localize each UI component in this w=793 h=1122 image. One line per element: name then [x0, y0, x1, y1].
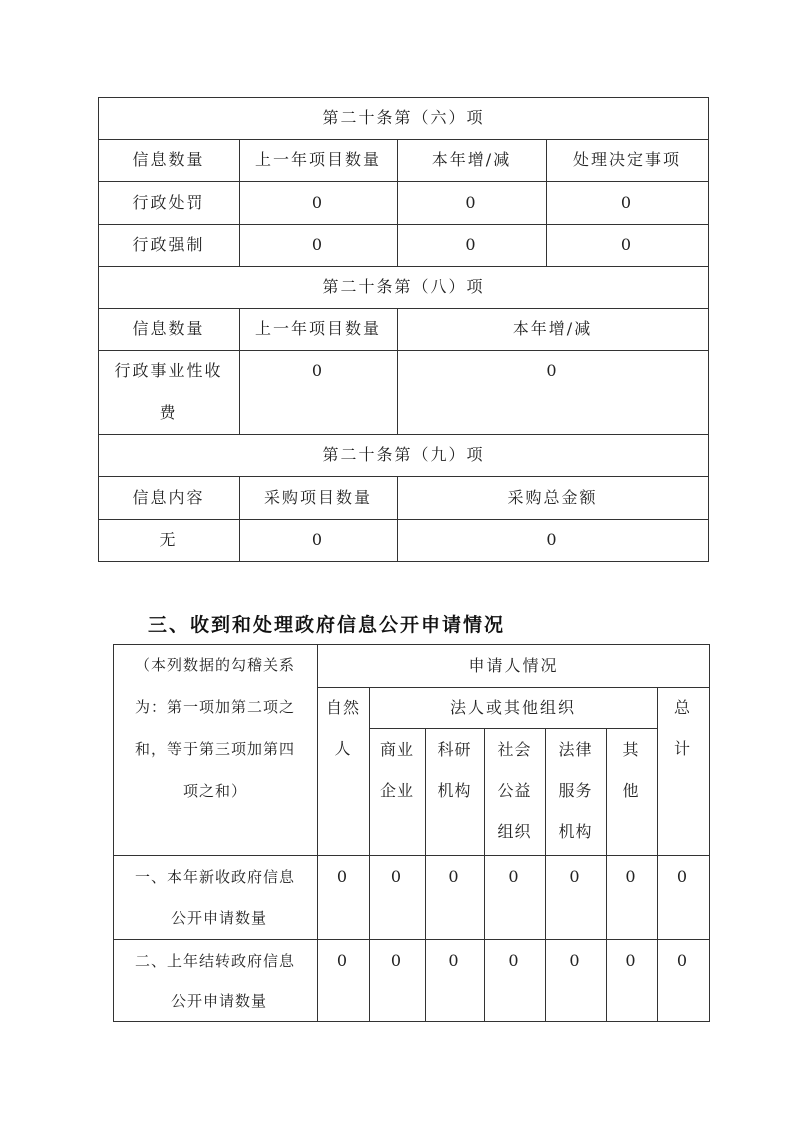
total-header-line1: 总 [673, 697, 692, 717]
column-header: 采购项目数量 [263, 487, 372, 507]
cell-value: 0 [311, 530, 325, 549]
table-border [708, 97, 709, 562]
column-header: 上一年项目数量 [254, 319, 381, 338]
cell-value: 0 [625, 950, 638, 970]
column-header: 上一年项目数量 [254, 150, 381, 169]
natural-person-header-line2: 人 [334, 738, 352, 758]
org-type-header: 服务 [558, 781, 593, 800]
cell-value: 0 [448, 866, 461, 886]
org-type-header: 社会 [497, 740, 532, 759]
org-type-header: 科研 [437, 740, 472, 759]
cell-value: 0 [620, 235, 634, 254]
row-label-line1: 行政事业性收 [114, 361, 223, 380]
cell-value: 0 [546, 530, 559, 549]
cell-value: 0 [465, 192, 478, 212]
org-type-header: 商业 [379, 740, 414, 759]
cell-value: 0 [676, 950, 690, 970]
row-label-line1: 二、上年结转政府信息 [134, 951, 295, 970]
table-divider [369, 728, 658, 729]
table-border [113, 1021, 710, 1022]
row-label-line1: 一、本年新收政府信息 [134, 867, 295, 886]
note-line: 为：第一项加第二项之 [134, 698, 295, 716]
cell-value: 0 [336, 866, 350, 886]
row-label-line2: 公开申请数量 [170, 991, 267, 1010]
cell-value: 0 [676, 866, 690, 886]
legal-org-header: 法人或其他组织 [449, 697, 576, 717]
cell-value: 0 [448, 950, 461, 970]
column-header: 本年增/减 [512, 319, 593, 338]
natural-person-header-line1: 自然 [325, 697, 360, 717]
column-header: 处理决定事项 [572, 150, 681, 169]
note-line: 项之和） [182, 782, 247, 800]
cell-value: 0 [508, 866, 521, 886]
column-header: 本年增/减 [431, 150, 512, 169]
section-heading: 三、收到和处理政府信息公开申请情况 [148, 614, 506, 636]
org-type-header: 机构 [437, 781, 472, 800]
column-header: 信息数量 [132, 319, 205, 338]
cell-value: 0 [569, 950, 582, 970]
section-title-item-9: 第二十条第（九）项 [322, 445, 485, 464]
row-label: 无 [159, 530, 178, 549]
cell-value: 0 [546, 361, 559, 380]
note-line: 和，等于第三项加第四 [134, 740, 295, 758]
cell-value: 0 [508, 950, 521, 970]
table-border [98, 561, 709, 562]
cell-value: 0 [336, 950, 350, 970]
column-header: 信息数量 [132, 150, 205, 169]
section-title-item-8: 第二十条第（八）项 [322, 277, 485, 296]
org-type-header: 企业 [379, 781, 414, 800]
cell-value: 0 [311, 192, 325, 212]
row-label: 行政强制 [132, 235, 205, 254]
org-type-header: 法律 [558, 740, 593, 759]
section-title-item-6: 第二十条第（六）项 [322, 108, 485, 127]
cell-value: 0 [625, 866, 638, 886]
applicant-header: 申请人情况 [468, 655, 559, 675]
cell-value: 0 [569, 866, 582, 886]
org-type-header: 组织 [497, 822, 532, 841]
total-header-line2: 计 [673, 738, 692, 758]
column-header: 信息内容 [132, 487, 205, 507]
row-label: 行政处罚 [132, 192, 205, 212]
row-label-line2: 公开申请数量 [170, 908, 267, 927]
cell-value: 0 [311, 361, 325, 380]
row-label-line2: 费 [159, 403, 178, 422]
org-type-header: 其 [622, 740, 641, 759]
cell-value: 0 [390, 950, 404, 970]
org-type-header: 公益 [497, 781, 532, 800]
cell-value: 0 [620, 192, 634, 212]
cell-value: 0 [311, 235, 325, 254]
column-header: 采购总金额 [507, 487, 598, 507]
note-line: （本列数据的勾稽关系 [134, 656, 295, 674]
org-type-header: 他 [622, 781, 641, 800]
cell-value: 0 [390, 866, 404, 886]
org-type-header: 机构 [558, 822, 593, 841]
table-border [709, 644, 710, 1022]
cell-value: 0 [465, 235, 478, 254]
